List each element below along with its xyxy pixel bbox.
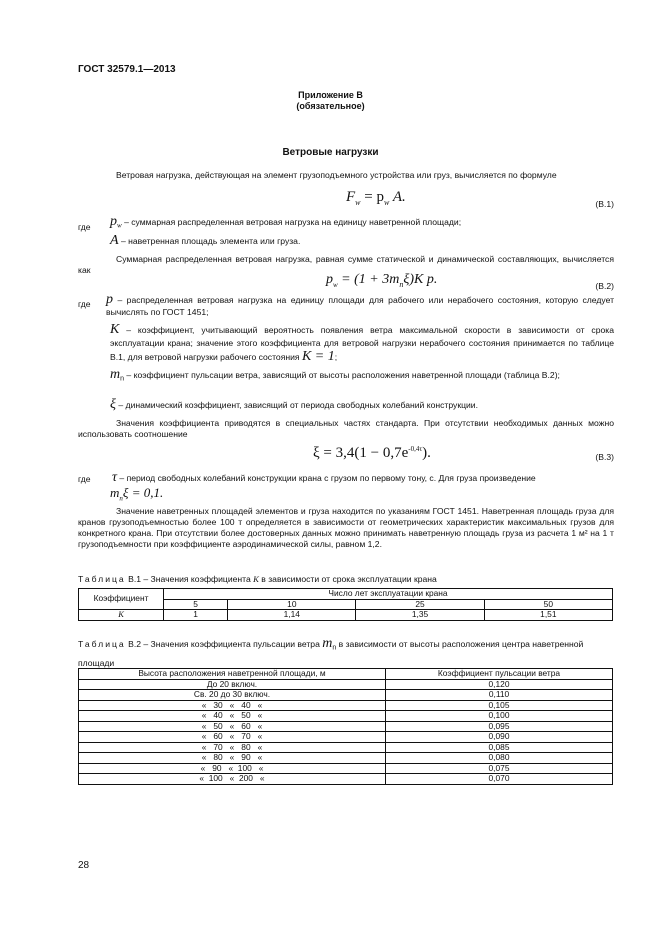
equation-number-b1: (В.1)	[595, 199, 614, 209]
table-b2-height-cell: « 60 « 70 «	[79, 732, 386, 743]
where-label: где	[78, 222, 91, 232]
where-item-tau: τ – период свободных колебаний конструкции крана с грузом по первому тону, с. Для груза произведение	[112, 470, 536, 485]
table-b2-height-cell: До 20 включ.	[79, 679, 386, 690]
table-b2-height-cell: « 90 « 100 «	[79, 763, 386, 774]
where-item-p: p – распределенная ветровая нагрузка на единицу площади для рабочего или нерабочего состояния, которую следует вычислять по ГОСТ 1451;	[106, 292, 615, 317]
table-b1-year: 25	[356, 599, 484, 610]
table-b2-header-height: Высота расположения наветренной площади, м	[79, 669, 386, 680]
table-row	[79, 700, 613, 711]
table-b2-height-cell: « 80 « 90 «	[79, 753, 386, 764]
table-b2-height-cell: « 30 « 40 «	[79, 700, 386, 711]
table-b2-coefficient-cell: 0,105	[386, 700, 613, 711]
table-b1-header-coefficient: Коэффициент	[79, 589, 164, 610]
table-row	[79, 732, 613, 743]
table-b1-value: 1,51	[484, 610, 612, 621]
equation-b3: $\xi = 3,4(1 - 0,7e^{-0,4\tau})$.	[313, 445, 431, 461]
table-row	[79, 753, 613, 764]
table-row	[79, 690, 613, 701]
product-m-xi: $m_n\xi = 0,1$.	[110, 485, 164, 503]
table-b2-coefficient-cell: 0,095	[386, 721, 613, 732]
table-b2-coefficient-cell: 0,090	[386, 732, 613, 743]
where-item-a: A – наветренная площадь элемента или груза.	[110, 233, 301, 248]
table-b1-row-label: K	[79, 610, 164, 621]
intro-paragraph: Ветровая нагрузка, действующая на элемент грузоподъемного устройства или груз, вычисляется по формуле	[116, 170, 557, 180]
table-b1	[78, 588, 613, 621]
table-b1-value: 1,14	[228, 610, 356, 621]
table-row	[79, 774, 613, 785]
where-item-k: K – коэффициент, учитывающий вероятность появления ветра максимальной скорости в зависимости от срока эксплуатации крана; значение этого коэффициента для ветровой нагрузки нерабочего состояния принимается по таблице В.1, для ветровой нагрузки рабочего состояния K = 1;	[110, 322, 614, 364]
table-b2-caption: Таблица В.2 – Значения коэффициента пульсации ветра $m_n$ в зависимости от высоты расположения центра наветренной площади	[78, 636, 584, 668]
where-item-xi: ξ – динамический коэффициент, зависящий от периода свободных колебаний конструкции.	[110, 397, 478, 412]
table-b1-value: 1	[164, 610, 228, 621]
table-b2-coefficient-cell: 0,110	[386, 690, 613, 701]
paragraph-windward-area: Значение наветренных площадей элементов и груза находится по указаниям ГОСТ 1451. Наветренная площадь груза для кранов грузоподъемностью более 100 т определяется в зависимости от геометрических характеристик максимальных грузов для конкретного крана. При отсутствии более достоверных данных можно принимать наветренную площадь груза из расчета 1 м² на 1 т грузоподъемности при коэффициенте аэродинамической силы, равном 1,2.	[78, 506, 614, 549]
table-b2-header-coefficient: Коэффициент пульсации ветра	[386, 669, 613, 680]
table-b2-coefficient-cell: 0,100	[386, 711, 613, 722]
table-b2-height-cell: « 40 « 50 «	[79, 711, 386, 722]
paragraph-summary-load: Суммарная распределенная ветровая нагрузка, равная сумме статической и динамической составляющих, вычисляется как	[78, 254, 614, 275]
table-b2-coefficient-cell: 0,070	[386, 774, 613, 785]
annex-subtitle: (обязательное)	[296, 101, 365, 111]
table-row	[79, 679, 613, 690]
table-row	[79, 721, 613, 732]
table-b1-caption: Таблица В.1 – Значения коэффициента K в зависимости от срока эксплуатации крана	[78, 574, 437, 584]
document-code: ГОСТ 32579.1—2013	[78, 64, 176, 75]
table-b2-height-cell: « 50 « 60 «	[79, 721, 386, 732]
equation-b1: $F_w = p_w$ A.	[346, 189, 406, 207]
table-row	[79, 742, 613, 753]
equation-b2: $p_w = (1 + 3m_n\xi)K$ p.	[326, 272, 438, 289]
table-b2-coefficient-cell: 0,120	[386, 679, 613, 690]
table-b2-height-cell: « 100 « 200 «	[79, 774, 386, 785]
table-b1-year: 10	[228, 599, 356, 610]
annex-title: Приложение В	[298, 90, 363, 100]
section-title: Ветровые нагрузки	[282, 147, 379, 158]
table-b2-height-cell: Св. 20 до 30 включ.	[79, 690, 386, 701]
table-b2	[78, 668, 613, 785]
where-label: где	[78, 299, 91, 309]
table-b2-coefficient-cell: 0,080	[386, 753, 613, 764]
table-b2-height-cell: « 70 « 80 «	[79, 742, 386, 753]
table-b1-value: 1,35	[356, 610, 484, 621]
page-number: 28	[78, 860, 90, 871]
where-item-pw: $p_w$ – суммарная распределенная ветровая нагрузка на единицу наветренной площади;	[110, 214, 462, 230]
table-row	[79, 711, 613, 722]
equation-number-b2: (В.2)	[595, 281, 614, 291]
table-b1-year: 5	[164, 599, 228, 610]
table-row	[79, 763, 613, 774]
table-b2-coefficient-cell: 0,085	[386, 742, 613, 753]
paragraph-coefficients: Значения коэффициента приводятся в специальных частях стандарта. При отсутствии необходимых данных можно использовать соотношение	[78, 418, 614, 439]
table-b1-group-header: Число лет эксплуатации крана	[164, 589, 613, 600]
where-label: где	[78, 474, 91, 484]
equation-number-b3: (В.3)	[595, 452, 614, 462]
table-b2-coefficient-cell: 0,075	[386, 763, 613, 774]
table-b1-year: 50	[484, 599, 612, 610]
where-item-mn: $m_n$ – коэффициент пульсации ветра, зависящий от высоты расположения наветренной площади (таблица В.2);	[110, 367, 560, 383]
